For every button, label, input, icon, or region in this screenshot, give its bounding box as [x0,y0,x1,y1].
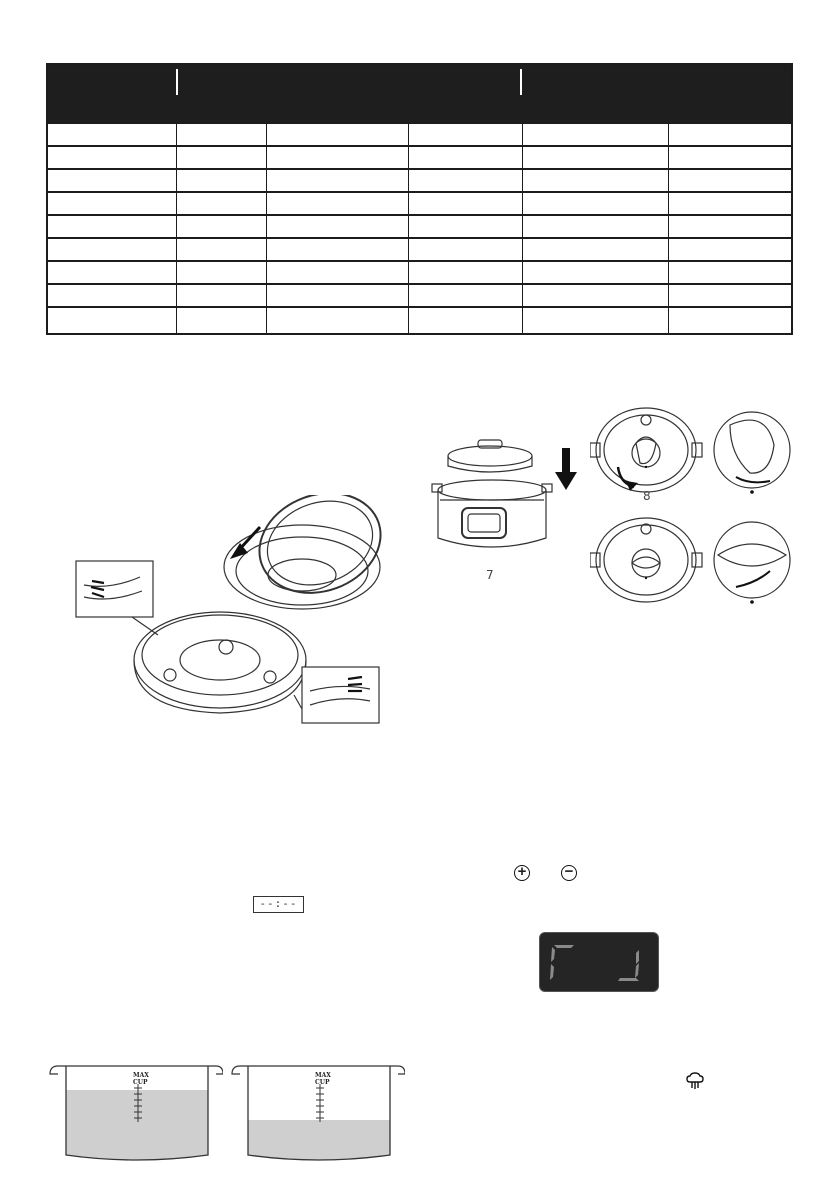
table-row [48,191,791,214]
table-row [48,260,791,283]
max-label-left: MAX CUP [133,1072,149,1086]
table-row [48,168,791,191]
max-label-right: MAX CUP [315,1072,331,1086]
table-row [48,214,791,237]
plus-icon: + [514,865,530,881]
header-divider [520,69,522,95]
minus-icon: − [561,865,577,881]
table-row [48,283,791,306]
header-divider [176,69,178,95]
led-display [539,932,659,992]
sealing-ring-illustration [70,495,390,730]
cooker-lid-closing-illustration [430,438,600,568]
table-header [48,65,791,123]
table-row [48,237,791,260]
steam-icon [686,1072,704,1090]
table-row [48,122,791,145]
lid-lock-illustration [590,405,800,605]
figure-number-7: 7 [486,568,494,582]
table-row [48,145,791,168]
led-segments [540,933,658,991]
clock-display-box: --:-- [253,896,304,913]
spec-table [46,63,793,335]
table-row [48,306,791,333]
figure-number-8: 8 [643,489,651,503]
